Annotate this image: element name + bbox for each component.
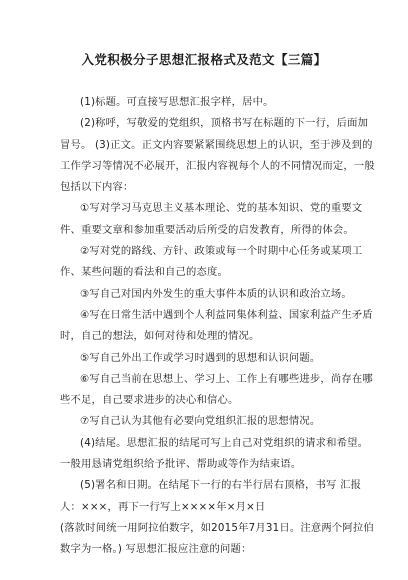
text-line: 时，自己的想法，如何对待和处理的情况。 — [60, 330, 260, 343]
text-line: (落款时间统一用阿拉伯数字，如2015年7月31日。注意两个阿拉伯 — [60, 521, 374, 534]
text-line: 些不足，自己要求进步的决心和信心。 — [60, 394, 239, 407]
text-line: (5)署名和日期。在结尾下一行的右半行居右顶格，书写 汇报 — [80, 479, 362, 492]
text-line: 作、某些问题的看法和自己的态度。 — [60, 266, 228, 279]
text-line: (2)称呼，写敬爱的党组织，顶格书写在标题的下一行，后面加 — [80, 117, 369, 130]
text-line: 人：×××，再下一行写上××××年×月×日 — [60, 500, 266, 513]
text-line: 包括以下内容： — [60, 181, 134, 194]
text-line: 件、重要文章和参加重要活动后所受的启发教育，所得的体会。 — [60, 223, 354, 236]
text-line: ①写对学习马克思主义基本理论、党的基本知识、党的重要文 — [80, 202, 363, 215]
text-line: 一般用恳请党组织给予批评、帮助或等作为结束语。 — [60, 458, 302, 471]
text-line: ③写自己对国内外发生的重大事件本质的认识和政治立场。 — [80, 287, 352, 300]
text-line: (4)结尾。思想汇报的结尾可写上自己对党组织的请求和希望。 — [80, 436, 369, 449]
text-line: 工作学习等情况不必展开，汇报内容视每个人的不同情况而定，一般 — [60, 159, 375, 172]
text-line: ⑦写自己认为其他有必要向党组织汇报的思想情况。 — [80, 415, 321, 428]
document-body — [60, 92, 375, 561]
text-line: ④写在日常生活中遇到个人利益同集体利益、国家利益产生矛盾 — [80, 308, 373, 321]
document-title: 入党积极分子思想汇报格式及范文【三篇】 — [81, 52, 327, 67]
text-line: ⑤写自己外出工作或学习时遇到的思想和认识问题。 — [80, 351, 321, 364]
text-line: (1)标题。可直接写思想汇报字样，居中。 — [80, 96, 274, 108]
text-line: ⑥写自己当前在思想上、学习上、工作上有哪些进步，尚存在哪 — [80, 372, 373, 385]
text-line: 数字为一格。) 写思想汇报应注意的问题： — [60, 543, 252, 556]
text-line: ②写对党的路线、方针、政策或每一个时期中心任务或某项工 — [80, 245, 363, 258]
text-line: 冒号。 (3)正文。正文内容要紧紧围绕思想上的认识，至于涉及到的 — [60, 138, 373, 151]
